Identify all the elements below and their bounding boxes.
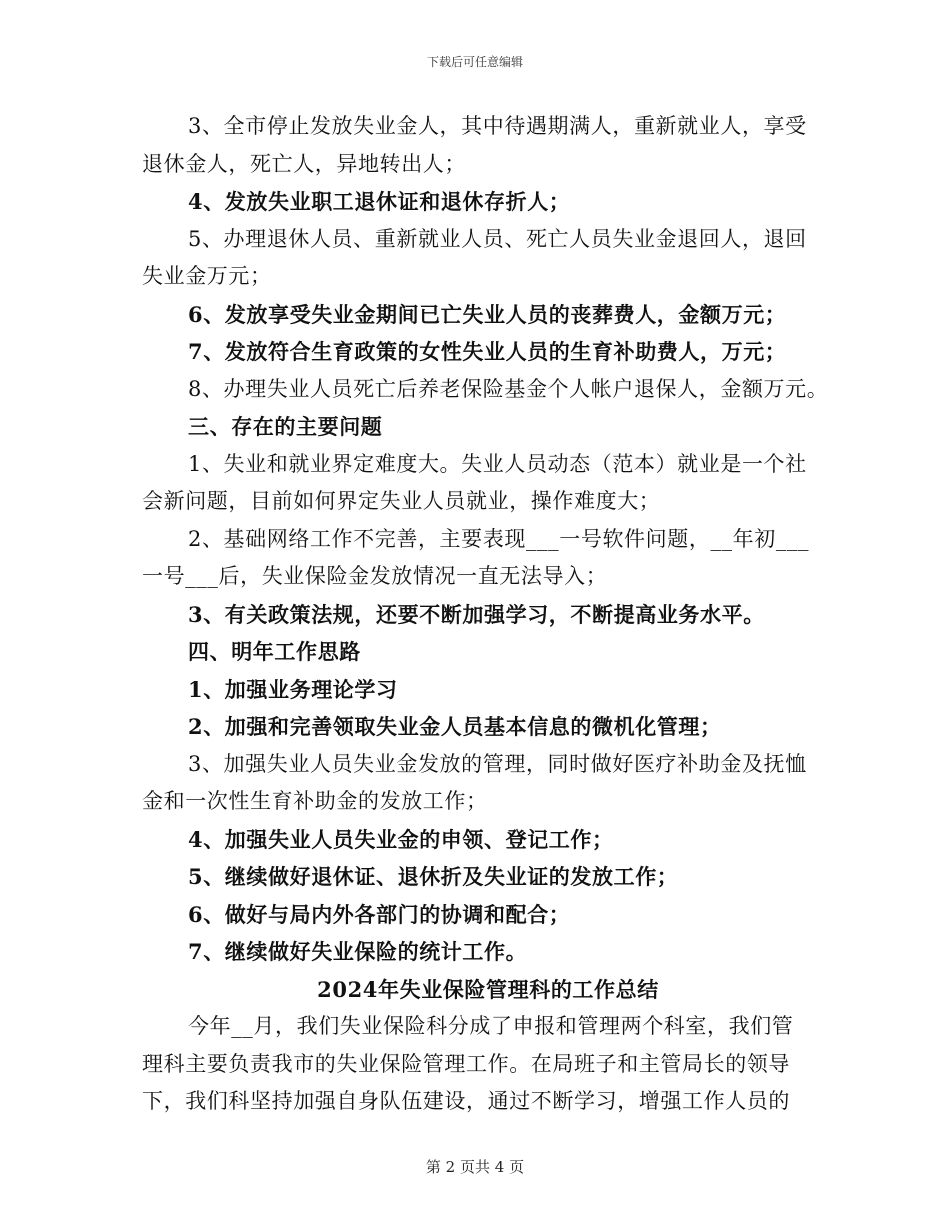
- paragraph-line: 4、加强失业人员失业金的申领、登记工作；: [188, 826, 614, 852]
- paragraph-line: 5、继续做好退休证、退休折及失业证的发放工作；: [188, 864, 679, 889]
- paragraph-line: 3、有关政策法规，还要不断加强学习，不断提高业务水平。: [188, 601, 765, 627]
- paragraph-line: 退休金人，死亡人，异地转出人；: [142, 151, 466, 176]
- paragraph-line: 8、办理失业人员死亡后养老保险基金个人帐户退保人，金额万元。: [188, 376, 829, 401]
- document-title: 2024年失业保险管理科的工作总结: [317, 976, 659, 1002]
- section-heading: 三、存在的主要问题: [188, 414, 383, 439]
- paragraph-line: 6、发放享受失业金期间已亡失业人员的丧葬费人，金额万元；: [188, 301, 787, 327]
- document-body: [142, 108, 829, 1121]
- paragraph-line: 失业金万元；: [142, 264, 272, 288]
- paragraph-line: 金和一次性生育补助金的发放工作；: [142, 789, 488, 813]
- section-heading: 四、明年工作思路: [188, 639, 361, 664]
- paragraph-line: 1、加强业务理论学习: [188, 676, 398, 702]
- paragraph-line: 1、失业和就业界定难度大。失业人员动态（范本）就业是一个社: [188, 451, 807, 476]
- paragraph-line: 今年__月，我们失业保险科分成了申报和管理两个科室，我们管: [188, 1014, 794, 1038]
- paragraph-line: 5、办理退休人员、重新就业人员、死亡人员失业金退回人，退回: [188, 226, 807, 251]
- paragraph-line: 理科主要负责我市的失业保险管理工作。在局班子和主管局长的领导: [142, 1051, 790, 1076]
- paragraph-line: 7、继续做好失业保险的统计工作。: [188, 939, 528, 964]
- paragraph-line: 一号___后，失业保险金发放情况一直无法导入；: [142, 564, 608, 588]
- paragraph-line: 3、加强失业人员失业金发放的管理，同时做好医疗补助金及抚恤: [188, 751, 807, 776]
- paragraph-line: 会新问题，目前如何界定失业人员就业，操作难度大；: [142, 489, 661, 513]
- page-footer: 第 2 页共 4 页: [425, 1158, 525, 1176]
- paragraph-line: 2、加强和完善领取失业金人员基本信息的微机化管理；: [188, 714, 722, 739]
- paragraph-line: 6、做好与局内外各部门的协调和配合；: [188, 901, 571, 927]
- page-header: 下载后可任意编辑: [426, 55, 523, 69]
- paragraph-line: 2、基础网络工作不完善，主要表现___一号软件问题，__年初___: [188, 526, 810, 551]
- paragraph-line: 7、发放符合生育政策的女性失业人员的生育补助费人，万元；: [188, 339, 787, 364]
- paragraph-line: 3、全市停止发放失业金人，其中待遇期满人，重新就业人，享受: [188, 114, 807, 138]
- paragraph-line: 下，我们科坚持加强自身队伍建设，通过不断学习，增强工作人员的: [142, 1089, 790, 1113]
- paragraph-line: 4、发放失业职工退休证和退休存折人；: [188, 189, 571, 214]
